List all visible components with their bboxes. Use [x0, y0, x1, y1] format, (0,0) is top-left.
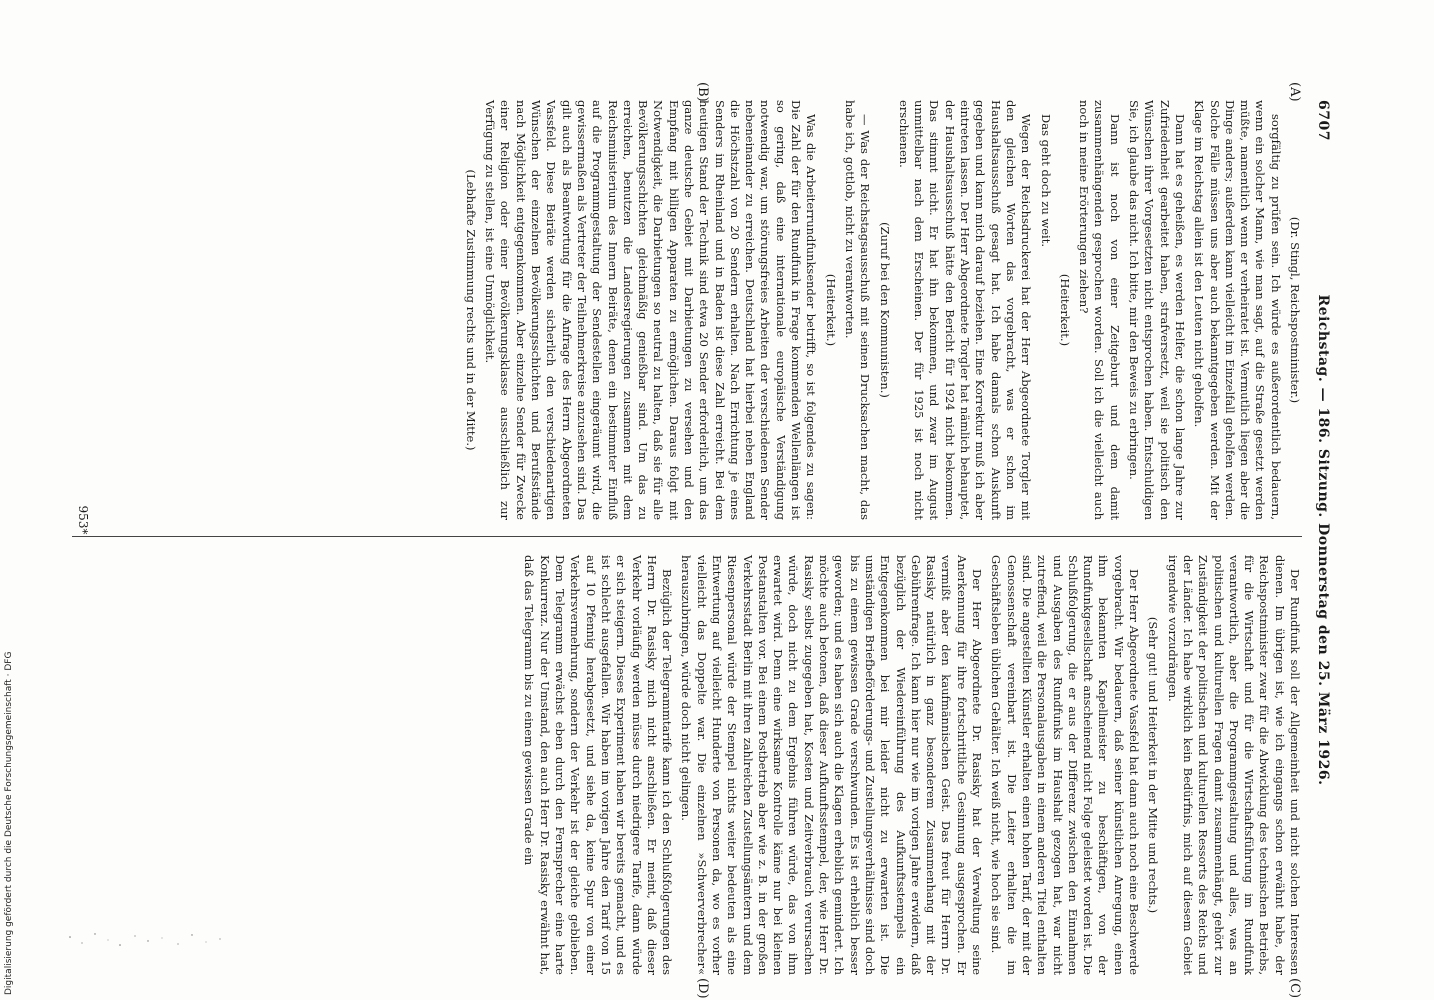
rotated-document-page	[76, 82, 1331, 999]
paragraph: Der Herr Abgeordnete Vassfeld hat dann auch noch eine Beschwerde vorgebracht. Wir bedauern, daß seiner künstlichen Anregung, einen ihm bekannten Kapellmeister zu beschäftigen, von der Rundfunkgesellschaft anscheinend nicht Folge geleistet worden ist. Die Schlußfolgerung, die er aus der Differenz zwischen den Einnahmen und Ausgaben des Rundfunks im Haushalt gezogen hat, war nicht zutreffend, weil die Personalausgaben in einem anderen Titel enthalten sind. Die angestellten Künstler erhalten einen hohen Tarif, der mit der Genossenschaft vereinbart ist. Die Leiter erhalten die im Geschäftsleben üblichen Gehälter. Ich weiß nicht, wie hoch sie sind.	[989, 555, 1142, 975]
column-divider	[72, 536, 1302, 537]
margin-marker-c: (C)	[1287, 978, 1302, 999]
interjection: (Heiterkeit.)	[823, 273, 838, 347]
margin-marker-d: (D)	[695, 978, 710, 999]
speaker-line: (Dr. Stingl, Reichspostminister.)	[1288, 216, 1302, 404]
paragraph: Wegen der Reichsdruckerei hat der Herr Abgeordnete Torgler mit den gleichen Worten das vorgebracht, was er schon im Haushaltsausschuß gesagt hat. Ich habe damals schon Auskunft gegeben und kann mich darauf beziehen. Eine Korrektur muß ich aber eintreten lassen. Der Herr Abgeordnete Torgler hat nämlich behauptet, der Haushaltsausschuß hätte den Bericht für 1924 nicht bekommen. Das stimmt nicht. Er hat ihn bekommen, und zwar im August unmittelbar nach dem Erscheinen. Der für 1925 ist noch nicht erschienen.	[896, 100, 1034, 520]
right-column	[517, 555, 1302, 975]
paragraph: sorgfältig zu prüfen sein. Ich würde es außerordentlich bedauern, wenn ein solcher Mann, wie man sagt, auf die Straße gesetzt werden müßte, namentlich wenn er verheiratet ist. Vermutlich liegen aber die Dinge anders; außerdem kann vielleicht im Einzelfall geholfen werden. Solche Fälle müssen uns aber auch bekanntgegeben werden. Mit der Klage im Reichstag allein ist den Leuten nicht geholfen.	[1192, 100, 1283, 520]
interjection: (Lebhafte Zustimmung rechts und in der Mitte.)	[463, 169, 478, 451]
digitization-credit	[4, 605, 16, 995]
paragraph: Dann hat es geheißen, es werden Helfer, die schon lange Jahre zur Zufriedenheit gearbeitet haben, strafversetzt, weil sie politisch den Wünschen ihrer Vorgesetzten nicht entsprochen haben. Entschuldigen Sie, ich glaube das nicht. Ich bitte, mir den Beweis zu erbringen.	[1127, 100, 1187, 520]
paragraph: Bezüglich der Telegrammtarife kann ich den Schlußfolgerungen des Herrn Dr. Rasisky mich nicht anschließen. Er meint, daß dieser Verkehr vorläufig werden müsse durch niedrigere Tarife, dann würde er sich steigern. Dieses Experiment haben wir bereits gemacht, und es ist schlecht ausgefallen. Wir haben im vorigen Jahre den Tarif von 15 auf 10 Pfennig herabgesetzt, und siehe da, keine Spur von einer Verkehrsvermehrung, sondern der Verkehr ist der gleiche geblieben. Dem Telegramm erwächst eben durch den Fernsprecher eine harte Konkurrenz. Nur der Umstand, den auch Herr Dr. Rasisky erwähnt hat, daß das Telegramm bis zu einem gewissen Grade ein	[522, 555, 675, 975]
margin-marker-a: (A)	[1287, 82, 1302, 102]
paragraph: Was die Arbeiterrundfunksender betrifft, so ist folgendes zu sagen: Die Zahl der für den Rundfunk in Frage kommenden Wellenlängen ist so gering, daß eine internationale europäische Verständigung notwendig war, um störungsfreies Arbeiten der verschiedenen Sender nebeneinander zu erreichen. Deutschland hat hierbei neben England die Höchstzahl von 20 Sendern erhalten. Nach Errichtung je eines Senders im Rheinland und in Baden ist diese Zahl erreicht. Bei dem heutigen Stand der Technik sind etwa 20 Sender erforderlich, um das ganze deutsche Gebiet mit Darbietungen zu versehen und den Empfang mit billigen Apparaten zu ermöglichen. Daraus folgt mit Notwendigkeit, die Darbietungen so neutral zu halten, daß sie für alle Bevölkerungsschichten gleichmäßig genießbar sind. Um das zu erreichen, benutzen die Landesregierungen zusammen mit dem Reichsministerium des Innern Beiräte, denen ein bestimmter Einfluß auf die Programmgestaltung der Sendestellen eingeräumt wird, die gewissermaßen als Vertreter der Teilnehmerkreise anzusehen sind. Das gilt auch als Beantwortung für die Anfrage des Herrn Abgeordneten Vassfeld. Diese Beiräte werden sicherlich den verschiedenartigen Wünschen der einzelnen Bevölkerungsschichten und Berufsstände nach Möglichkeit entgegenkommen. Aber einzelne Sender für Zwecke einer Religion oder einer Bevölkerungsklasse ausschließlich zur Verfügung zu stellen, ist eine Unmöglichkeit.	[483, 100, 819, 520]
margin-marker-b: (B)	[695, 82, 710, 102]
interjection: (Heiterkeit.)	[1057, 273, 1072, 347]
paragraph: Der Rundfunk soll der Allgemeinheit und nicht solchen Interessen dienen. Im übrigen ist, wie ich eingangs schon erwähnt habe, der Reichspostminister zwar für die Abwicklung des technischen Betriebs, für die Wirtschaft und für die Wirtschaftsführung im Rundfunk verantwortlich, aber die Programmgestaltung und alles, was an politischen und kulturellen Fragen damit zusammenhängt, gehört zur Zuständigkeit der politischen und kulturellen Ressorts des Reichs und der Länder. Ich habe wirklich kein Bedürfnis, mich auf diesem Gebiet irgendwie vorzudrängen.	[1165, 555, 1302, 975]
scan-noise-decoration	[60, 925, 230, 955]
page-header	[1308, 100, 1330, 980]
left-column	[459, 100, 1302, 520]
footer-page-number: 953*	[76, 505, 90, 535]
interjection: (Zuruf bei den Kommunisten.)	[877, 222, 892, 398]
paragraph: Der Herr Abgeordnete Dr. Rasisky hat der Verwaltung seine Anerkennung für ihre fortschrittliche Gesinnung ausgesprochen. Er vermißt aber den kaufmännischen Geist. Das freut für Herrn Dr. Rasisky natürlich in ganz besonderem Zusammenhang mit der Gebührenfrage. Ich kann hier nur wie im vorigen Jahre erwidern, daß bezüglich der Wiedereinführung des Aufkunftsstempels ein Entgegenkommen bei mir leider nicht zu erwarten ist. Die umständigen Briefbeförderungs- und Zustellungsverhältnisse sind doch bis zu einem gewissen Grade verschwunden. Es ist erheblich besser geworden; und es haben sich auch die Klagen erheblich gemindert. Ich möchte auch betonen, daß dieser Aufkunftsstempel, der, wie Herr Dr. Rasisky selbst zugegeben hat, Kosten und Zeitverbrauch verursachen würde, doch nicht zu dem Ergebnis führen würde, das von ihm erwartet wird. Denn eine wirksame Kontrolle käme nur bei kleinen Postanstalten vor. Bei einem Postbetrieb aber wie z. B. in der großen Verkehrsstadt Berlin mit ihren zahlreichen Zustellungsämtern und dem Riesenpersonal würde der Stempel nichts weiter bedeuten als eine Entwertung auf vielleicht Hunderte von Personen da, wo es vorher vielleicht das Doppelte war. Die einzelnen »Schwerverbrecher« herauszubringen, würde doch nicht gelingen.	[679, 555, 985, 975]
paragraph: Dann ist noch von einer Zeitgeburt und dem damit zusammenhängenden gesprochen worden. Soll ich die vielleicht auch noch in meine Erörterungen ziehen?	[1077, 100, 1122, 520]
interjection: (Sehr gut! und Heiterkeit in der Mitte und rechts.)	[1146, 616, 1161, 914]
digitization-credit-text: Digitalisierung gefördert durch die Deutsche Forschungsgemeinschaft · DFG	[4, 651, 14, 995]
header-page-number: 6707	[1315, 100, 1331, 141]
paragraph: Das geht doch zu weit.	[1038, 114, 1053, 247]
header-title: Reichstag. — 186. Sitzung. Donnerstag den 25. März 1926.	[1315, 294, 1331, 786]
paragraph: — Was der Reichstagsausschuß mit seinen Drucksachen macht, das habe ich, gottlob, nicht zu verantworten.	[842, 100, 873, 520]
